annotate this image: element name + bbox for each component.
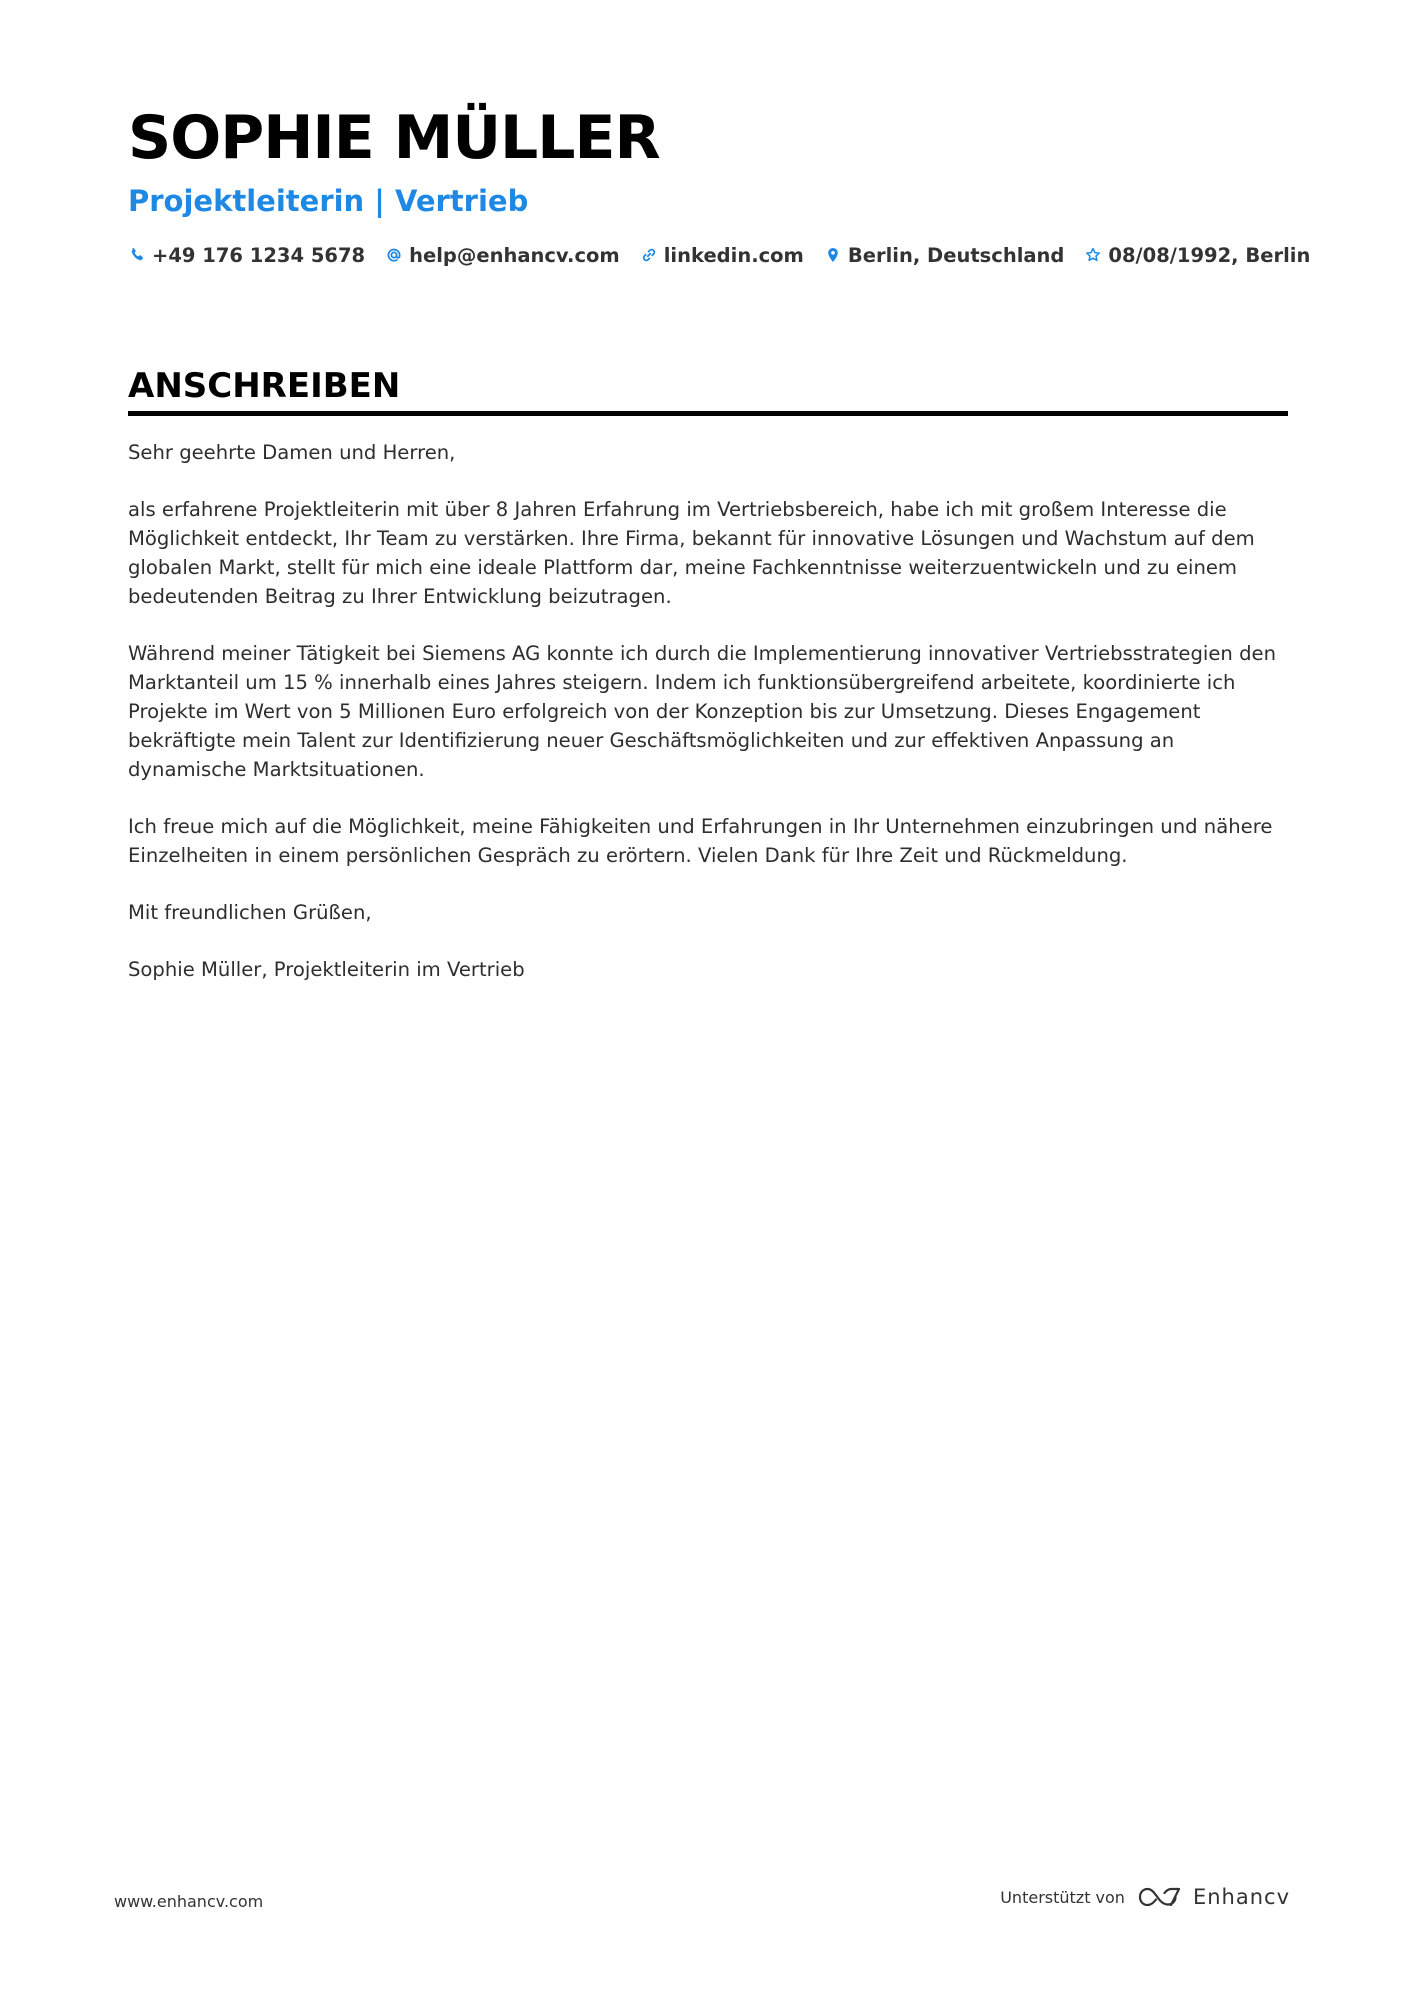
contact-bar: [128, 243, 1311, 267]
contact-location: [824, 244, 1065, 267]
contact-phone: [128, 244, 365, 267]
contact-location-text: Berlin, Deutschland: [847, 243, 1065, 267]
contact-linkedin-text: linkedin.com: [663, 243, 804, 267]
header: [128, 103, 1311, 267]
closing: Mit freundlichen Grüßen,: [128, 901, 372, 925]
signature-line: Sophie Müller, Projektleiterin im Vertrieb: [128, 958, 525, 982]
contact-linkedin[interactable]: [640, 244, 804, 267]
job-title: Projektleiterin | Vertrieb: [128, 184, 529, 218]
letter-paragraph: Ich freue mich auf die Möglichkeit, meine Fähigkeiten und Erfahrungen in Ihr Unternehmen einzubringen und nähere Einzelheiten in einem persönlichen Gespräch zu erörtern. Vielen Dank für Ihre Zeit und Rückmeldung.: [128, 815, 1273, 868]
section-divider: [128, 411, 1288, 416]
contact-email[interactable]: [385, 244, 620, 267]
link-icon: [640, 246, 658, 264]
star-icon: [1084, 246, 1102, 264]
applicant-name: SOPHIE MÜLLER: [128, 103, 660, 173]
letter-paragraph: als erfahrene Projektleiterin mit über 8 Jahren Erfahrung im Vertriebsbereich, habe ich mit großem Interesse die Möglichkeit entdeckt, Ihr Team zu verstärken. Ihre Firma, bekannt für innovative Lösungen und Wachstum auf dem globalen Markt, stellt für mich eine ideale Plattform dar, meine Fachkenntnisse weiterzuentwickeln und zu einem bedeutenden Beitrag zu Ihrer Entwicklung beizutragen.: [128, 498, 1255, 609]
section-title: ANSCHREIBEN: [128, 366, 401, 406]
letter-body: [128, 438, 1288, 984]
footer-branding[interactable]: [1000, 1884, 1290, 1910]
contact-phone-text: +49 176 1234 5678: [152, 243, 366, 267]
powered-by-label: Unterstützt von: [1000, 1887, 1125, 1907]
phone-icon: [128, 246, 146, 264]
enhancv-logo-icon: [1137, 1884, 1183, 1910]
footer-website[interactable]: www.enhancv.com: [114, 1892, 264, 1911]
contact-birth: [1084, 244, 1310, 267]
contact-birth-text: 08/08/1992, Berlin: [1108, 243, 1311, 267]
enhancv-brand: Enhancv: [1192, 1885, 1290, 1909]
location-pin-icon: [824, 246, 842, 264]
letter-paragraph: Während meiner Tätigkeit bei Siemens AG konnte ich durch die Implementierung innovativer Vertriebsstrategien den Marktanteil um 15 % innerhalb eines Jahres steigern. Indem ich funktionsübergreifend arbeitete, koordinierte ich Projekte im Wert von 5 Millionen Euro erfolgreich von der Konzeption bis zur Umsetzung. Dieses Engagement bekräftigte mein Talent zur Identifizierung neuer Geschäftsmöglichkeiten und zur effektiven Anpassung an dynamische Marktsituationen.: [128, 642, 1276, 782]
salutation: Sehr geehrte Damen und Herren,: [128, 441, 456, 465]
contact-email-text: help@enhancv.com: [409, 243, 620, 267]
cover-letter-section: [128, 368, 1288, 1012]
at-icon: [385, 246, 403, 264]
